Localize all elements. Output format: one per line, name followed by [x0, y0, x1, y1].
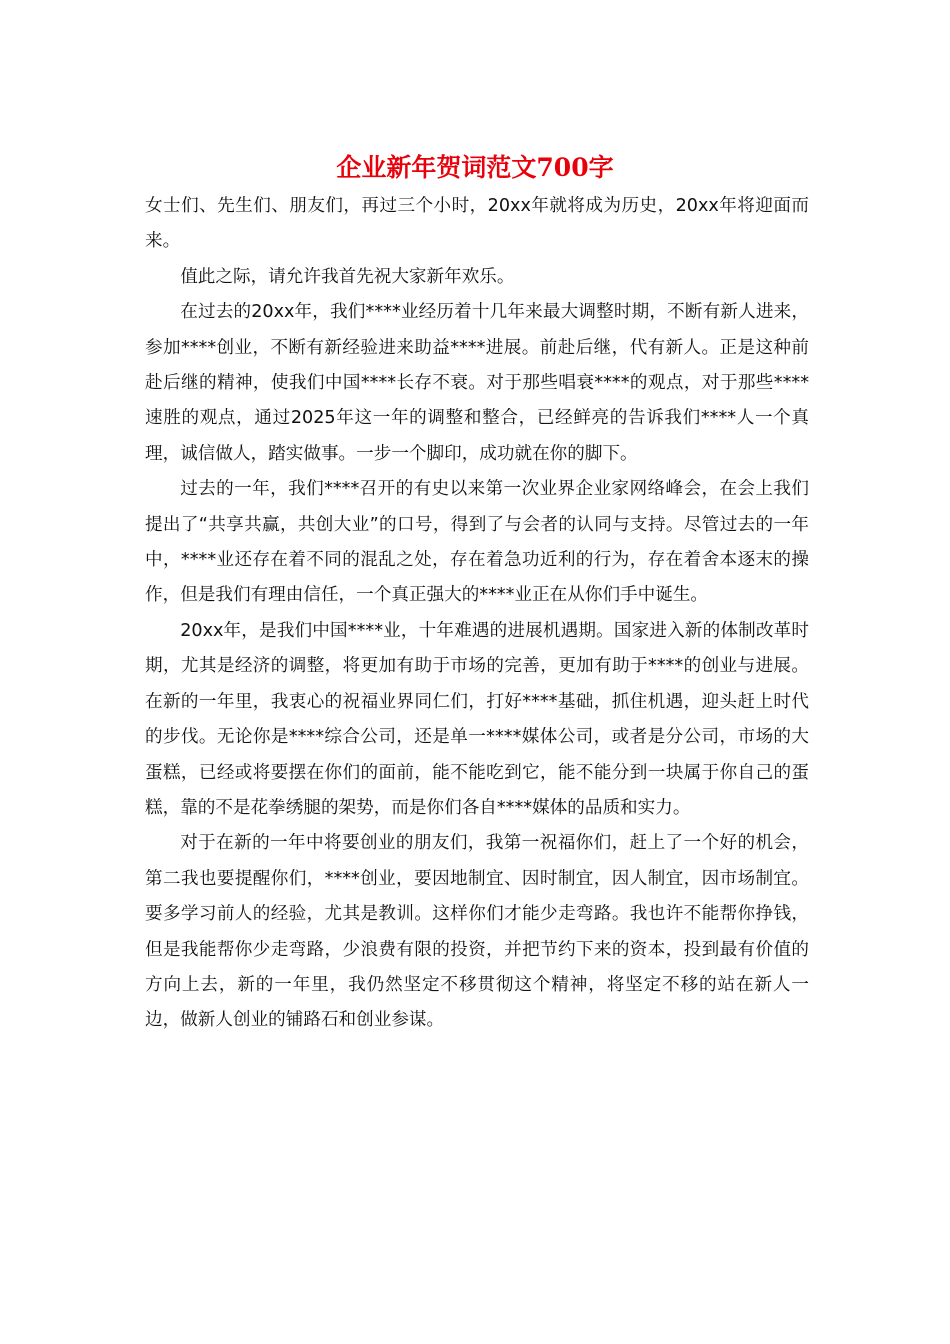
- paragraph-entrepreneurs: 对于在新的一年中将要创业的朋友们，我第一祝福你们，赶上了一个好的机会，第二我也要提醒你们，****创业，要因地制宜、因时制宜，因人制宜，因市场制宜。要多学习前人的经验，尤其是教训。这样你们才能少走弯路。我也许不能帮你挣钱，但是我能帮你少走弯路，少浪费有限的投资，并把节约下来的资本，投到最有价值的方向上去，新的一年里，我仍然坚定不移贯彻这个精神，将坚定不移的站在新人一边，做新人创业的铺路石和创业参谋。: [145, 833, 809, 1031]
- paragraph-greeting: 女士们、先生们、朋友们，再过三个小时，20xx年就将成为历史，20xx年将迎面而来。: [145, 196, 809, 252]
- document-body: [145, 189, 809, 1039]
- paragraph-past-year: 在过去的20xx年，我们****业经历着十几年来最大调整时期，不断有新人进来，参加****创业，不断有新经验进来助益****进展。前赴后继，代有新人。正是这种前赴后继的精神，使我们中国****长存不衰。对于那些唱衰****的观点，对于那些****速胜的观点，通过2025年这一年的调整和整合，已经鲜亮的告诉我们****人一个真理，诚信做人，踏实做事。一步一个脚印，成功就在你的脚下。: [145, 302, 809, 464]
- page-title: 企业新年贺词范文700字: [336, 153, 614, 182]
- paragraph-summit: 过去的一年，我们****召开的有史以来第一次业界企业家网络峰会，在会上我们提出了“共享共赢，共创大业”的口号，得到了与会者的认同与支持。尽管过去的一年中，****业还存在着不同的混乱之处，存在着急功近利的行为，存在着舍本逐末的操作，但是我们有理由信任，一个真正强大的****业正在从你们手中诞生。: [145, 479, 809, 606]
- paragraph-opportunity: 20xx年，是我们中国****业，十年难遇的进展机遇期。国家进入新的体制改革时期，尤其是经济的调整，将更加有助于市场的完善，更加有助于****的创业与进展。在新的一年里，我衷心的祝福业界同仁们，打好****基础，抓住机遇，迎头赶上时代的步伐。无论你是****综合公司，还是单一****媒体公司，或者是分公司，市场的大蛋糕，已经或将要摆在你们的面前，能不能吃到它，能不能分到一块属于你自己的蛋糕，靠的不是花拳绣腿的架势，而是你们各自****媒体的品质和实力。: [145, 620, 809, 818]
- paragraph-wishes: 值此之际，请允许我首先祝大家新年欢乐。: [180, 266, 515, 287]
